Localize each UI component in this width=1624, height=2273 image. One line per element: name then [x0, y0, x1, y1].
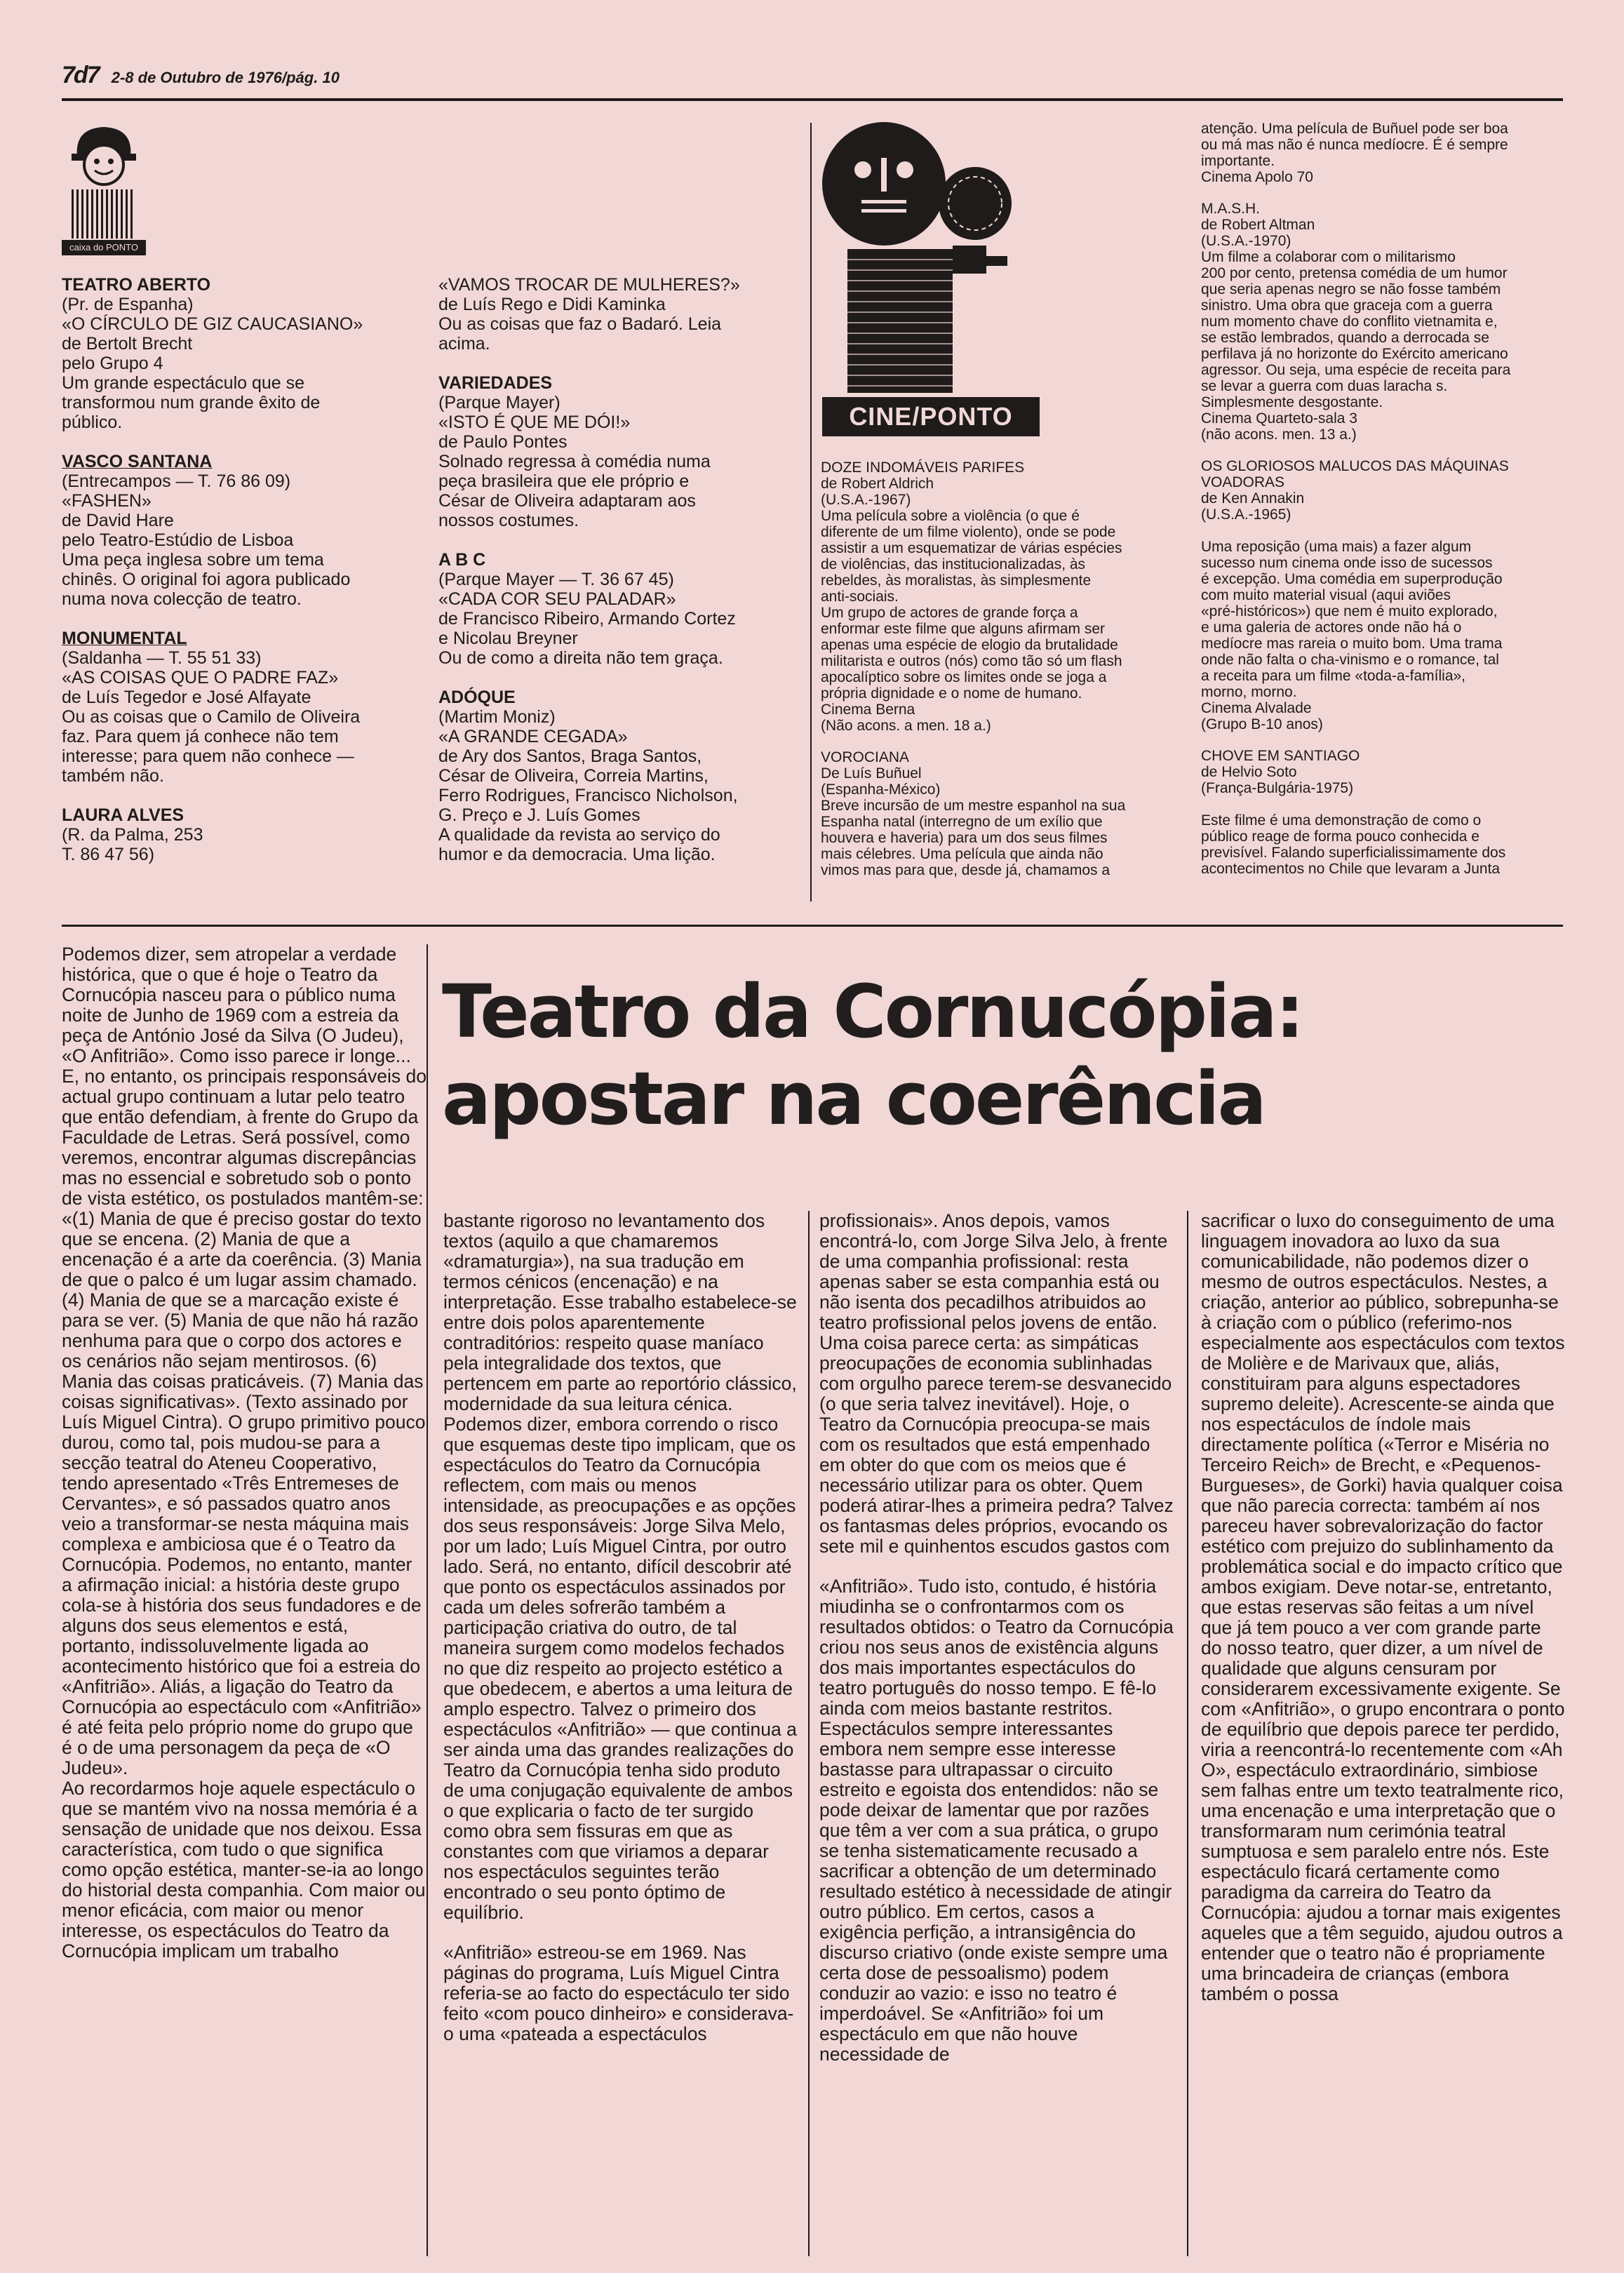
film-chove-em-santiago	[1201, 748, 1566, 877]
film-line: De Luís Buñuel	[821, 765, 922, 782]
film-mash	[1201, 201, 1566, 443]
column-divider	[427, 944, 428, 2256]
listing-line: Solnado regressa à comédia numa	[438, 452, 711, 471]
listing-title: VARIEDADES	[438, 373, 553, 393]
listing-line: nossos costumes.	[438, 511, 579, 530]
film-line: rebeldes, às moralistas, às simplesmente	[821, 572, 1092, 589]
listing-vamos-trocar	[438, 275, 803, 354]
film-line: mais célebres. Uma película que ainda não	[821, 846, 1103, 862]
listing-line: «VAMOS TROCAR DE MULHERES?»	[438, 275, 740, 295]
listing-line: T. 86 47 56)	[62, 845, 155, 864]
film-line: Um grupo de actores de grande força a	[821, 605, 1078, 621]
listing-line: (Saldanha — T. 55 51 33)	[62, 648, 262, 668]
listing-line: de Francisco Ribeiro, Armando Cortez	[438, 609, 736, 629]
film-line: houvera e haveria) para um dos seus filmes	[821, 830, 1108, 846]
listing-monumental	[62, 629, 398, 786]
listing-line: «A GRANDE CEGADA»	[438, 727, 628, 746]
listing-line: César de Oliveira adaptaram aos	[438, 491, 696, 511]
film-line: se estão lembrados, quando a derrocada se	[1201, 330, 1489, 346]
film-line: própria dignidade e o nome de humano.	[821, 685, 1082, 702]
film-line: num momento chave do conflito vietnamita e,	[1201, 314, 1498, 330]
listing-line: A qualidade da revista ao serviço do	[438, 825, 720, 845]
film-line	[1201, 523, 1566, 539]
film-line: de Robert Altman	[1201, 217, 1315, 233]
film-line: de Ken Annakin	[1201, 490, 1305, 507]
listing-line: de Paulo Pontes	[438, 432, 568, 452]
column-divider	[808, 1211, 810, 2256]
article-column-3	[819, 1211, 1177, 2065]
listing-line: «AS COISAS QUE O PADRE FAZ»	[62, 668, 339, 688]
listing-line: de Ary dos Santos, Braga Santos,	[438, 746, 702, 766]
film-line: (U.S.A.-1967)	[821, 492, 911, 508]
headline-line-2: apostar na coerência	[442, 1056, 1265, 1141]
film-vorociana	[821, 749, 1165, 878]
film-line: apenas uma espécie de elogio da brutalidade	[821, 637, 1118, 653]
listing-line: Ou as coisas que o Camilo de Oliveira	[62, 707, 361, 727]
article-paragraph: bastante rigoroso no levantamento dos textos (aquilo a que chamaremos «dramaturgia»), na sua tradução em termos cénicos (encenação) e na interpretação. Esse trabalho estabelece-se entre dois polos aparentemente contraditórios: respeito quase maníaco pela integralidade dos textos, que pertencem em parte ao reportório clássico, modernidade da sua leitura cénica. Podemos dizer, embora correndo o risco que esquemas deste tipo implicam, que os espectáculos do Teatro da Cornucópia reflectem, com mais ou menos intensidade, as preocupações e as opções dos seus responsáveis: Jorge Silva Melo, por um lado; Luís Miguel Cintra, por outro lado. Será, no entanto, difícil descobrir até que ponto os espectáculos assinados por cada um deles sofrerão também a participação criativa do outro, de tal maneira surgem como modelos fechados no que diz respeito ao projecto estético a que obedecem, e abertos a uma leitura de amplo espectro. Talvez o primeiro dos espectáculos «Anfitrião» — que continua a ser ainda uma das grandes realizações do Teatro da Cornucópia tenha sido produto de uma conjugação equivalente de ambos o que explicaria o facto de ter surgido como obra sem fissuras em que as constantes com que viriamos a deparar nos espectáculos seguintes terão encontrado o seu ponto óptimo de equilíbrio.	[443, 1210, 797, 1923]
article-headline	[442, 968, 1578, 1142]
film-line: de Helvio Soto	[1201, 764, 1297, 780]
listing-line: interesse; para quem não conhece —	[62, 746, 354, 766]
cine-robot-icon	[819, 119, 1044, 400]
listing-line: G. Preço e J. Luís Gomes	[438, 805, 640, 825]
listing-line: também não.	[62, 766, 164, 786]
listing-title: TEATRO ABERTO	[62, 275, 211, 295]
film-line: perfilava já no horizonte do Exército americano	[1201, 346, 1508, 362]
listing-line: faz. Para quem já conhece não tem	[62, 727, 339, 746]
film-line: 200 por cento, pretensa comédia de um humor	[1201, 265, 1508, 281]
film-line: com muito material visual (aqui aviões	[1201, 587, 1451, 603]
film-line: (U.S.A.-1970)	[1201, 233, 1291, 249]
listing-line: transformou num grande êxito de	[62, 393, 321, 413]
film-line: (Grupo B-10 anos)	[1201, 716, 1323, 732]
listing-title: MONUMENTAL	[62, 629, 187, 648]
film-line: é excepção. Uma comédia em superprodução	[1201, 571, 1503, 587]
listing-line: Ou de como a direita não tem graça.	[438, 648, 723, 668]
listing-title: VASCO SANTANA	[62, 452, 213, 471]
listing-line: e Nicolau Breyner	[438, 629, 578, 648]
film-line: apocalíptico sobre os limites onde se joga a	[821, 669, 1107, 685]
film-line: Uma reposição (uma mais) a fazer algum	[1201, 539, 1472, 555]
film-line: morno, morno.	[1201, 684, 1297, 700]
article-column-1	[62, 944, 427, 1962]
film-gloriosos-malucos	[1201, 458, 1566, 732]
cine-listings-col1	[821, 460, 1165, 894]
film-line: de violências, das institucionalizadas, às	[821, 556, 1086, 572]
article-paragraph: Ao recordarmos hoje aquele espectáculo o que se mantém vivo na nossa memória é a sensação de unidade que nos deixou. Essa característica, com tudo o que significa como opção estética, manter-se-ia ao longo do historial desta companhia. Com maior ou menor eficácia, com maior ou menor interesse, os espectáculos do Teatro da Cornucópia implicam um trabalho	[62, 1778, 426, 1962]
film-line: Espanha natal (interregno de um exílio que	[821, 814, 1103, 830]
listing-line: César de Oliveira, Correia Martins,	[438, 766, 709, 786]
caixa-badge: caixa do PONTO	[62, 240, 146, 255]
film-line: atenção. Uma película de Buñuel pode ser boa	[1201, 121, 1508, 137]
article-column-4	[1201, 1211, 1566, 2004]
listing-line: «FASHEN»	[62, 491, 152, 511]
listing-line: de Bertolt Brecht	[62, 334, 193, 354]
film-line: (não acons. men. 13 a.)	[1201, 427, 1357, 443]
cine-listings-col2	[1201, 121, 1566, 892]
listing-line: (Entrecampos — T. 76 86 09)	[62, 471, 291, 491]
film-line	[1201, 796, 1566, 812]
film-line: (U.S.A.-1965)	[1201, 507, 1291, 523]
listing-line: de Luís Rego e Didi Kaminka	[438, 295, 666, 314]
film-line: sucesso num cinema onde isso de sucessos	[1201, 555, 1493, 571]
listing-title: A B C	[438, 550, 486, 570]
film-line: e uma galeria de actores onde não há o	[1201, 619, 1462, 636]
listing-title: LAURA ALVES	[62, 805, 184, 825]
listing-title: ADÓQUE	[438, 688, 516, 707]
film-line: (França-Bulgária-1975)	[1201, 780, 1354, 796]
cine-badge: CINE/PONTO	[822, 397, 1040, 436]
film-line: medíocre mas rareia o muito bom. Uma trama	[1201, 636, 1503, 652]
listing-line: chinês. O original foi agora publicado	[62, 570, 351, 589]
film-line: a receita para um filme «toda-a-família»,	[1201, 668, 1466, 684]
film-line: Cinema Berna	[821, 702, 915, 718]
theatre-listings-col1	[62, 275, 398, 884]
listing-line: Ferro Rodrigues, Francisco Nicholson,	[438, 786, 738, 805]
column-divider	[1187, 1211, 1188, 2256]
film-line: previsível. Falando superficialissimamente dos	[1201, 845, 1506, 861]
article-paragraph: profissionais». Anos depois, vamos encontrá-lo, com Jorge Silva Jelo, à frente de uma companhia profissional: resta apenas saber se esta companhia está ou não isenta dos pecadilhos atribuidos ao teatro profissional pelos jovens de então. Uma coisa parece certa: as simpáticas preocupações de economia sublinhadas com orgulho parece terem-se desvanecido (o que seria talvez inevitável). Hoje, o Teatro da Cornucópia preocupa-se mais com os resultados que está empenhado em obter do que com os meios que é necessário utilizar para os obter. Quem poderá atirar-lhes a primeira pedra? Talvez os fantasmas deles próprios, evocando os sete mil e quinhentos escudos gastos com	[819, 1210, 1174, 1557]
film-line: Este filme é uma demonstração de como o	[1201, 812, 1482, 829]
film-line: Simplesmente desgostante.	[1201, 394, 1383, 410]
film-line: importante.	[1201, 153, 1275, 169]
film-line: sinistro. Uma obra que graceja com a guerra	[1201, 297, 1493, 314]
listing-line: pelo Teatro-Estúdio de Lisboa	[62, 530, 294, 550]
listing-line: (Martim Moniz)	[438, 707, 556, 727]
listing-laura-alves	[62, 805, 398, 864]
column-divider	[810, 123, 812, 901]
article-paragraph: «Anfitrião» estreou-se em 1969. Nas páginas do programa, Luís Miguel Cintra referia-se ao facto do espectáculo ter sido feito «com pouco dinheiro» e considerava-o uma «pateada a espectáculos	[443, 1942, 794, 2044]
page-header	[62, 62, 340, 89]
listing-line: humor e da democracia. Uma lição.	[438, 845, 716, 864]
article-column-2	[443, 1211, 798, 2044]
film-line: vimos mas para que, desde já, chamamos a	[821, 862, 1110, 878]
film-line: militarista e outros (nós) como tão só um flash	[821, 653, 1122, 669]
film-vorociana-cont	[1201, 121, 1566, 185]
film-doze-indomaveis	[821, 460, 1165, 734]
film-line: Breve incursão de um mestre espanhol na sua	[821, 798, 1126, 814]
listing-line: peça brasileira que ele próprio e	[438, 471, 690, 491]
listing-line: Uma peça inglesa sobre um tema	[62, 550, 324, 570]
listing-line: pelo Grupo 4	[62, 354, 163, 373]
listing-abc	[438, 550, 803, 668]
film-line: (Espanha-México)	[821, 782, 941, 798]
film-title: M.A.S.H.	[1201, 201, 1261, 217]
listing-line: (Parque Mayer — T. 36 67 45)	[438, 570, 674, 589]
listing-line: de David Hare	[62, 511, 174, 530]
film-line: «pré-históricos») que nem é muito explorado,	[1201, 603, 1498, 619]
listing-line: acima.	[438, 334, 490, 354]
film-line: diferente de um filme violento), onde se pode	[821, 524, 1116, 540]
film-line: ou má mas não é nunca medíocre. É é sempre	[1201, 137, 1508, 153]
listing-line: «CADA COR SEU PALADAR»	[438, 589, 676, 609]
listing-adoque	[438, 688, 803, 864]
listing-line: (Pr. de Espanha)	[62, 295, 194, 314]
film-line: que seria apenas negro se não fosse também	[1201, 281, 1501, 297]
listing-line: (R. da Palma, 253	[62, 825, 203, 845]
date-page: 2-8 de Outubro de 1976/pág. 10	[111, 69, 340, 86]
film-line: Cinema Quarteto-sala 3	[1201, 410, 1357, 427]
film-line: enformar este filme que alguns afirmam ser	[821, 621, 1105, 637]
headline-line-1: Teatro da Cornucópia:	[442, 969, 1303, 1054]
listing-line: Ou as coisas que faz o Badaró. Leia	[438, 314, 722, 334]
listing-line: «O CÍRCULO DE GIZ CAUCASIANO»	[62, 314, 363, 334]
publication-logo: 7d7	[62, 62, 99, 88]
listing-line: (Parque Mayer)	[438, 393, 561, 413]
article-paragraph: sacrificar o luxo do conseguimento de uma linguagem inovadora ao luxo da sua comunicabilidade, não podemos dizer o mesmo de outros espectáculos. Nestes, a criação, anterior ao público, sobrepunha-se à criação com o público (referimo-nos especialmente aos espectáculos com textos de Molière e de Marivaux que, aliás, constituiram para alguns espectadores supremo deleite). Acrescente-se ainda que nos espectáculos de índole mais directamente política («Terror e Miséria no Terceiro Reich» de Brecht, e «Pequenos-Burgueses», de Gorki) havia qualquer coisa que não parecia correcta: também aí nos pareceu haver sobrevalorização do factor estético com prejuizo do sublinhamento da problemática social e do impacto crítico que ambos exigiam. Deve notar-se, entretanto, que estas reservas são feitas a um nível que já tem pouco a ver com grande parte do nosso teatro, quer dizer, a um nível de qualidade que alguns censuram por considerarem excessivamente exigente. Se com «Anfitrião», o grupo encontrara o ponto de equilíbrio que depois parece ter perdido, viria a reencontrá-lo recentemente com «Ah O», espectáculo extraordinário, simbiose sem falhas entre um texto teatralmente rico, uma encenação e uma interpretação que o transformaram num cerimónia teatral sumptuosa e sem paralelo entre nós. Este espectáculo ficará certamente como paradigma da carreira do Teatro da Cornucópia: ajudou a tornar mais exigentes aqueles que a têm seguido, ajudou outros a entender que o teatro não é propriamente uma brincadeira de crianças (embora também o possa	[1201, 1210, 1565, 2004]
film-title: CHOVE EM SANTIAGO	[1201, 748, 1360, 764]
film-title: VOROCIANA	[821, 749, 910, 765]
film-line: Um filme a colaborar com o militarismo	[1201, 249, 1456, 265]
listing-line: numa nova colecção de teatro.	[62, 589, 302, 609]
article-paragraph: Podemos dizer, sem atropelar a verdade histórica, que o que é hoje o Teatro da Cornucópia nasceu para o público numa noite de Junho de 1969 com a estreia da peça de António José da Silva (O Judeu), «O Anfitrião». Como isso parece ir longe... E, no entanto, os principais responsáveis do actual grupo continuam a lutar pelo teatro que então defendiam, à frente do Grupo da Faculdade de Letras. Será possível, como veremos, encontrar algumas discrepâncias mas no essencial e sobretudo sob o ponto de vista estético, os postulados mantêm-se: «(1) Mania de que é preciso gostar do texto que se encena. (2) Mania de que a encenação é a arte da coerência. (3) Mania de que o palco é um lugar assim chamado. (4) Mania de que se a marcação existe é para se ver. (5) Mania de que não há razão nenhuma para que o corpo dos actores e os cenários não sejam mentirosos. (6) Mania das coisas praticáveis. (7) Mania das coisas significativas». (Texto assinado por Luís Miguel Cintra). O grupo primitivo pouco durou, como tal, pois mudou-se para a secção teatral do Ateneu Cooperativo, tendo apresentado «Três Entremeses de Cervantes», e só passados quatro anos veio a transformar-se nesta máquina mais complexa e ambiciosa que é o Teatro da Cornucópia. Podemos, no entanto, manter a afirmação inicial: a história deste grupo cola-se à história dos seus fundadores e de alguns dos seus elementos e está, portanto, indissoluvelmente ligada ao acontecimento histórico que foi a estreia do «Anfitrião». Aliás, a ligação do Teatro da Cornucópia ao espectáculo com «Anfitrião» é até feita pelo próprio nome do grupo que é o de uma personagem da peça de «O Judeu».	[62, 944, 427, 1778]
film-line: anti-sociais.	[821, 589, 899, 605]
listing-teatro-aberto	[62, 275, 398, 432]
film-line: agressor. Ou seja, uma espécie de receita para	[1201, 362, 1511, 378]
film-line: público reage de forma pouco conhecida e	[1201, 829, 1479, 845]
top-rule	[62, 98, 1563, 101]
film-line: se levar a guerra com duas laracha s.	[1201, 378, 1448, 394]
listing-line: de Luís Tegedor e José Alfayate	[62, 688, 311, 707]
film-line: acontecimentos no Chile que levaram a Junta	[1201, 861, 1501, 877]
film-title: OS GLORIOSOS MALUCOS DAS MÁQUINAS VOADORAS	[1201, 458, 1509, 490]
film-line: Cinema Apolo 70	[1201, 169, 1313, 185]
listing-line: «ISTO É QUE ME DÓI!»	[438, 413, 631, 432]
listing-vasco-santana	[62, 452, 398, 609]
film-line: de Robert Aldrich	[821, 476, 934, 492]
article-paragraph: «Anfitrião». Tudo isto, contudo, é história miudinha se o confrontarmos com os resultados obtidos: o Teatro da Cornucópia criou nos seus anos de existência alguns dos mais importantes espectáculos do teatro português do nosso tempo. E fê-lo ainda com meios bastante restritos. Espectáculos sempre interessantes embora nem sempre esse interesse bastasse para ultrapassar o circuito estreito e egoista dos entendidos: não se pode deixar de lamentar que por razões que têm a ver com a sua prática, o grupo se tenha sistematicamente recusado a sacrificar a obtenção de um determinado resultado estético à necessidade de atingir outro público. Em certos, casos a exigência perfição, a intransigência do discurso criativo (onde existe sempre uma certa dose de pessoalismo) podem conduzir ao vazio: e isso no teatro é imperdoável. Se «Anfitrião» foi um espectáculo em que não houve necessidade de	[819, 1576, 1174, 2065]
film-line: onde não falta o cha-vinismo e o romance, tal	[1201, 652, 1499, 668]
film-line: Uma película sobre a violência (o que é	[821, 508, 1080, 524]
film-line: Cinema Alvalade	[1201, 700, 1312, 716]
film-title: DOZE INDOMÁVEIS PARIFES	[821, 460, 1025, 476]
caixa-do-ponto-logo-icon	[62, 123, 146, 242]
listing-line: Um grande espectáculo que se	[62, 373, 305, 393]
listing-variedades	[438, 373, 803, 530]
theatre-listings-col2	[438, 275, 803, 884]
listing-line: público.	[62, 413, 123, 432]
film-line: (Não acons. a men. 18 a.)	[821, 718, 991, 734]
section-rule	[62, 925, 1563, 927]
film-line: assistir a um esquematizar de várias espécies	[821, 540, 1122, 556]
